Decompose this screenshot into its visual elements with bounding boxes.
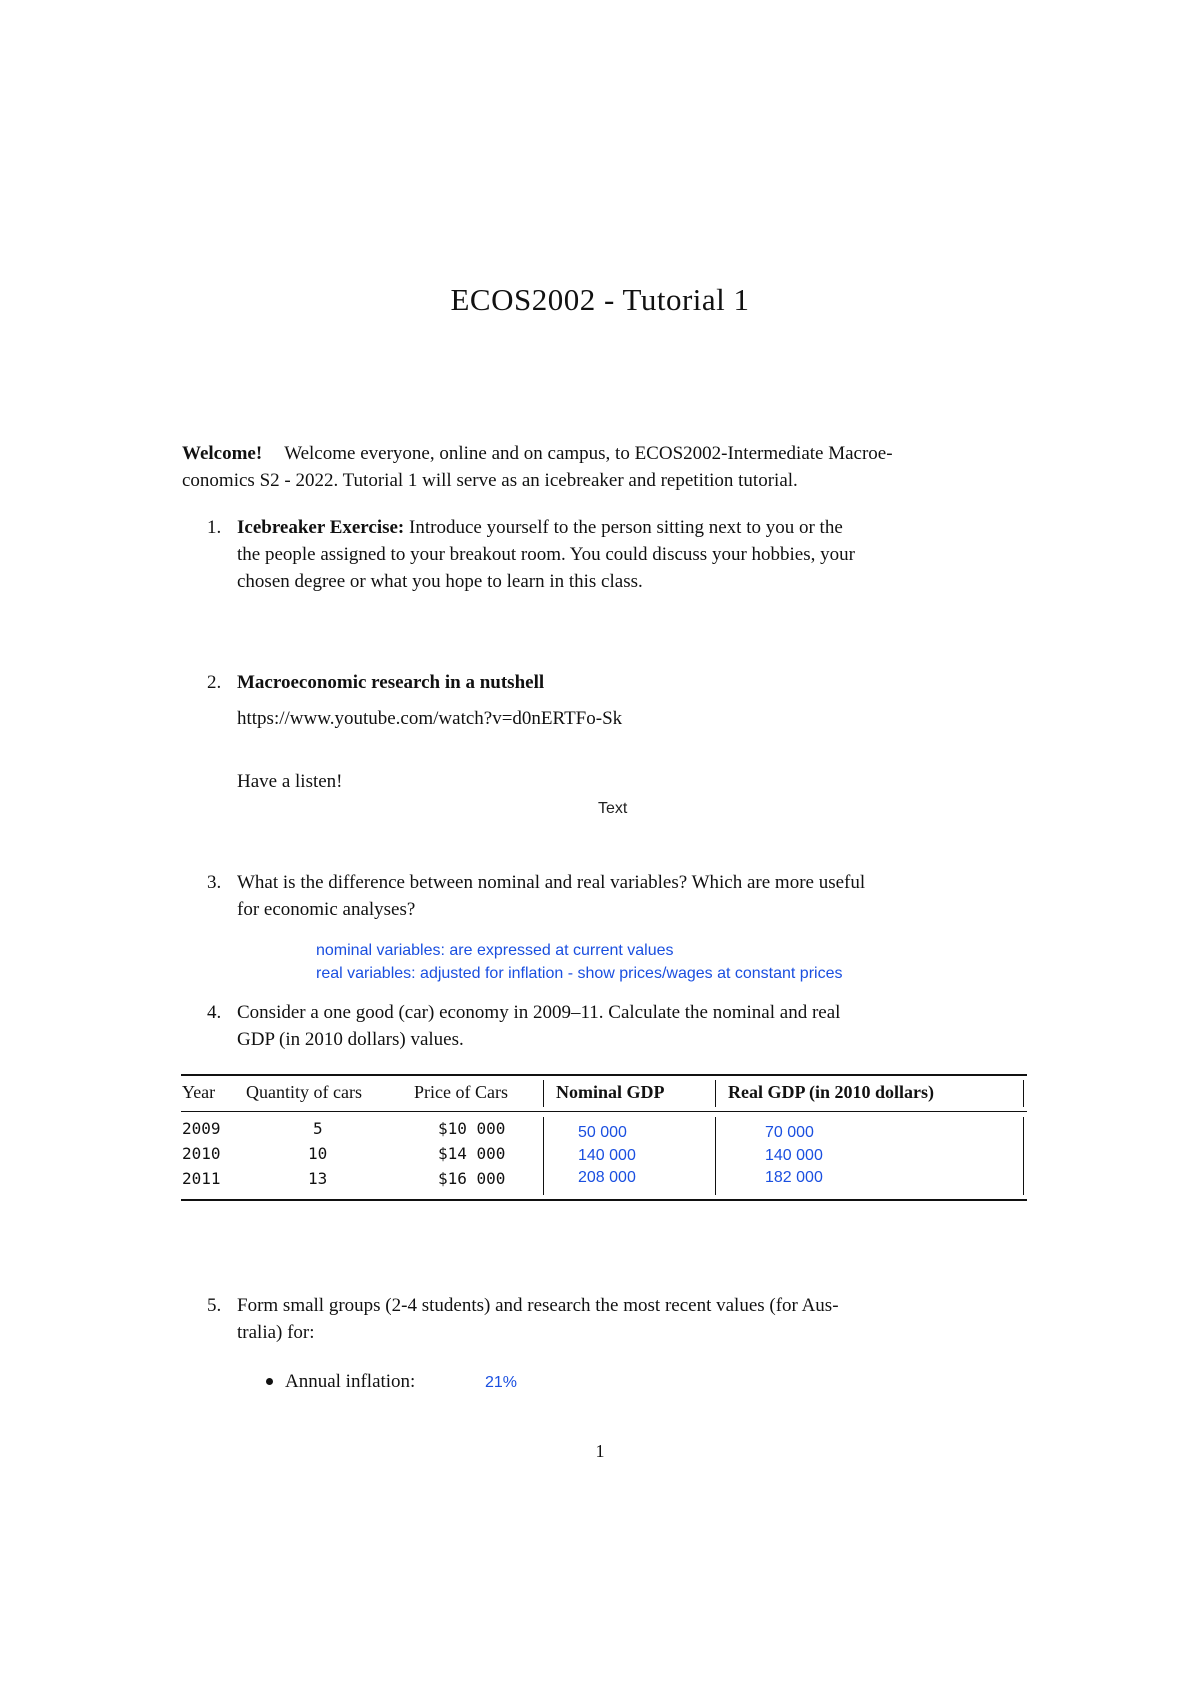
welcome-line-1: Welcome everyone, online and on campus, to ECOS2002-Intermediate Macroe-: [284, 443, 893, 464]
item-number-5: 5.: [207, 1295, 222, 1316]
row-2009-qty: 5: [313, 1119, 323, 1138]
table-top-rule: [181, 1074, 1027, 1076]
page-title: ECOS2002 - Tutorial 1: [450, 282, 750, 317]
row-2009-price: $10 000: [438, 1119, 506, 1138]
row-2010-real: 140 000: [765, 1147, 823, 1164]
item-5-line-2: tralia) for:: [237, 1322, 315, 1343]
row-2010-price: $14 000: [438, 1144, 506, 1163]
item-1-line-1: [237, 514, 843, 541]
row-2010-qty: 10: [308, 1144, 328, 1163]
row-2011-real: 182 000: [765, 1169, 823, 1186]
item-number-2: 2.: [207, 672, 222, 693]
row-2011-qty: 13: [308, 1169, 328, 1188]
header-price: Price of Cars: [414, 1082, 508, 1102]
header-divider-2: [715, 1080, 716, 1107]
item-5-line-1: Form small groups (2-4 students) and research the most recent values (for Aus-: [237, 1295, 839, 1316]
row-2009-year: 2009: [182, 1119, 221, 1138]
row-2009-real: 70 000: [765, 1124, 814, 1141]
header-divider-1: [543, 1080, 544, 1107]
item-2-heading: Macroeconomic research in a nutshell: [237, 672, 545, 693]
youtube-link[interactable]: https://www.youtube.com/watch?v=d0nERTFo-Sk: [237, 708, 623, 729]
row-2009-nominal: 50 000: [578, 1124, 627, 1141]
item-4-line-2: GDP (in 2010 dollars) values.: [237, 1029, 464, 1050]
header-year: Year: [182, 1082, 216, 1102]
item-4-line-1: Consider a one good (car) economy in 2009–11. Calculate the nominal and real: [237, 1002, 841, 1023]
welcome-line-2: conomics S2 - 2022. Tutorial 1 will serve as an icebreaker and repetition tutorial.: [182, 470, 798, 491]
header-divider-3: [1023, 1080, 1024, 1107]
item-1-text: Introduce yourself to the person sitting next to you or the: [409, 517, 843, 538]
page-number: 1: [595, 1441, 605, 1461]
item-1-heading: Icebreaker Exercise:: [237, 517, 405, 538]
body-divider-1: [543, 1117, 544, 1195]
header-nominal-gdp: Nominal GDP: [556, 1082, 665, 1102]
body-divider-2: [715, 1117, 716, 1195]
row-2011-nominal: 208 000: [578, 1169, 636, 1186]
table-header-rule: [181, 1111, 1027, 1112]
header-quantity: Quantity of cars: [246, 1082, 362, 1102]
text-caption: Text: [598, 800, 628, 817]
table-bottom-rule: [181, 1199, 1027, 1201]
item-1-line-2: the people assigned to your breakout room. You could discuss your hobbies, your: [237, 544, 855, 565]
item-number-4: 4.: [207, 1002, 222, 1023]
item-number-1: 1.: [207, 517, 222, 538]
nominal-variables-annotation: nominal variables: are expressed at current values: [316, 942, 674, 959]
body-divider-3: [1023, 1117, 1024, 1195]
item-number-3: 3.: [207, 872, 222, 893]
item-2-note: Have a listen!: [237, 771, 343, 792]
row-2010-year: 2010: [182, 1144, 221, 1163]
row-2011-year: 2011: [182, 1169, 221, 1188]
bullet-icon: [266, 1378, 273, 1385]
annual-inflation-answer: 21%: [485, 1374, 518, 1391]
welcome-paragraph: [182, 440, 893, 467]
item-3-line-2: for economic analyses?: [237, 899, 416, 920]
real-variables-annotation: real variables: adjusted for inflation - show prices/wages at constant prices: [316, 965, 843, 982]
row-2010-nominal: 140 000: [578, 1147, 636, 1164]
item-3-line-1: What is the difference between nominal and real variables? Which are more useful: [237, 872, 866, 893]
welcome-heading: Welcome!: [182, 443, 263, 464]
annual-inflation-label: Annual inflation:: [285, 1371, 416, 1392]
row-2011-price: $16 000: [438, 1169, 506, 1188]
item-1-line-3: chosen degree or what you hope to learn in this class.: [237, 571, 643, 592]
header-real-gdp: Real GDP (in 2010 dollars): [728, 1082, 934, 1102]
